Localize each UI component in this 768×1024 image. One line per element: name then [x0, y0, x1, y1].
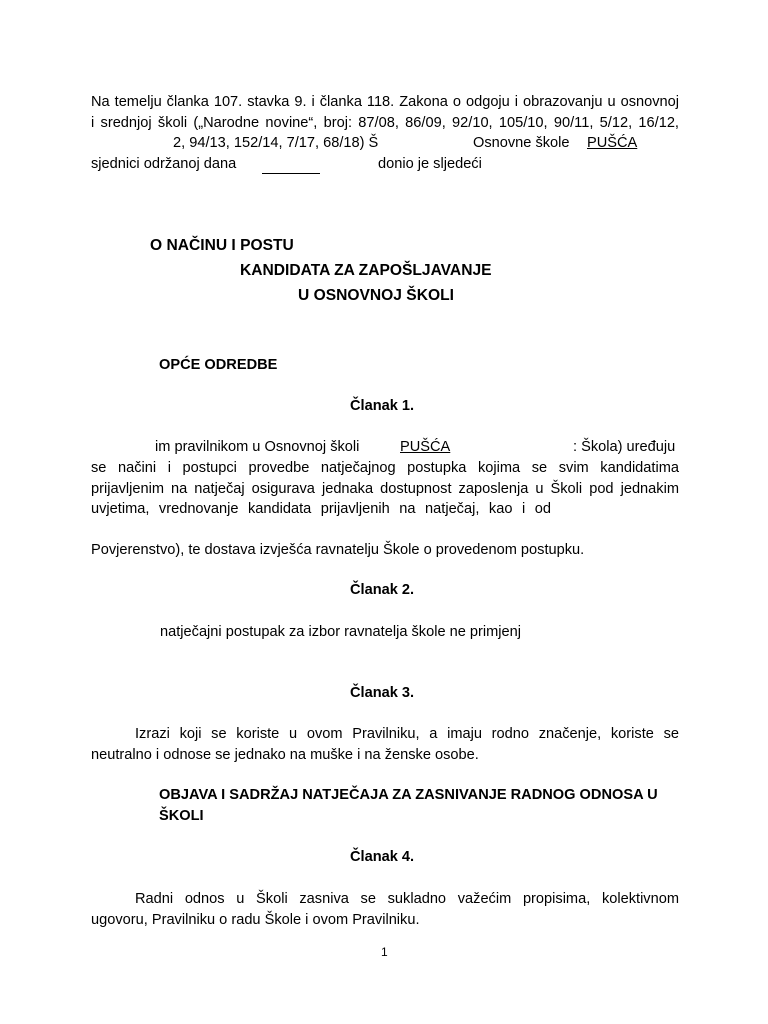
preamble-line-1: Na temelju članka 107. stavka 9. i članka 118. Zakona o odgoju i obrazovanju u osnovnoj — [91, 94, 679, 110]
article-1-line-3: prijavljenim na natječaj osigurava jednaka dostupnost zaposlenja u Školi pod jednakim — [91, 481, 679, 497]
preamble-line-2: i srednjoj školi („Narodne novine“, broj: 87/08, 86/09, 92/10, 105/10, 90/11, 5/12, 16/12, — [91, 115, 679, 131]
school-type-label: Osnovne škole — [473, 135, 570, 151]
title-line-3: U OSNOVNOJ ŠKOLI — [298, 287, 454, 304]
article-3-heading: Članak 3. — [350, 685, 415, 701]
school-name-underlined: PUŠĆA — [587, 135, 638, 151]
title-line-1: O NAČINU I POSTU — [150, 237, 294, 254]
article-1-line-4: uvjetima, vrednovanje kandidata prijavljenih na natječaj, kao i od — [91, 501, 551, 517]
article-1-line-1-end: : Škola) uređuju — [573, 439, 676, 455]
article-1-heading: Članak 1. — [350, 398, 415, 414]
article-4-line-2: ugovoru, Pravilniku o radu Škole i ovom Pravilniku. — [91, 912, 420, 928]
article-4-line-1: Radni odnos u Školi zasniva se sukladno važećim propisima, kolektivnom — [135, 891, 679, 907]
page-number: 1 — [381, 945, 388, 959]
article-1-line-2: se načini i postupci provedbe natječajnog postupka kojima se svim kandidatima — [91, 460, 679, 476]
title-line-2: KANDIDATA ZA ZAPOŠLJAVANJE — [240, 262, 492, 279]
school-name-underlined: PUŠĆA — [400, 439, 451, 455]
article-1-line-1: im pravilnikom u Osnovnoj školi — [155, 439, 360, 455]
preamble-line-3: 2, 94/13, 152/14, 7/17, 68/18) Š — [173, 135, 379, 151]
preamble-line-4-end: donio je sljedeći — [378, 156, 482, 172]
article-1-line-5: Povjerenstvo), te dostava izvješća ravnatelju Škole o provedenom postupku. — [91, 542, 585, 558]
preamble-line-4: sjednici održanoj dana — [91, 156, 237, 172]
article-2-text: natječajni postupak za izbor ravnatelja škole ne primjenj — [160, 624, 521, 640]
article-4-heading: Članak 4. — [350, 849, 415, 865]
article-3-line-1: Izrazi koji se koriste u ovom Pravilniku, a imaju rodno značenje, koriste se — [135, 726, 679, 742]
article-2-heading: Članak 2. — [350, 582, 415, 598]
section-heading-announcement: OBJAVA I SADRŽAJ NATJEČAJA ZA ZASNIVANJE RADNOG ODNOSA U — [159, 787, 658, 803]
date-blank-line — [262, 172, 320, 174]
section-heading-announcement-line-2: ŠKOLI — [159, 808, 204, 824]
section-heading-general: OPĆE ODREDBE — [159, 357, 278, 373]
article-3-line-2: neutralno i odnose se jednako na muške i na ženske osobe. — [91, 747, 479, 763]
